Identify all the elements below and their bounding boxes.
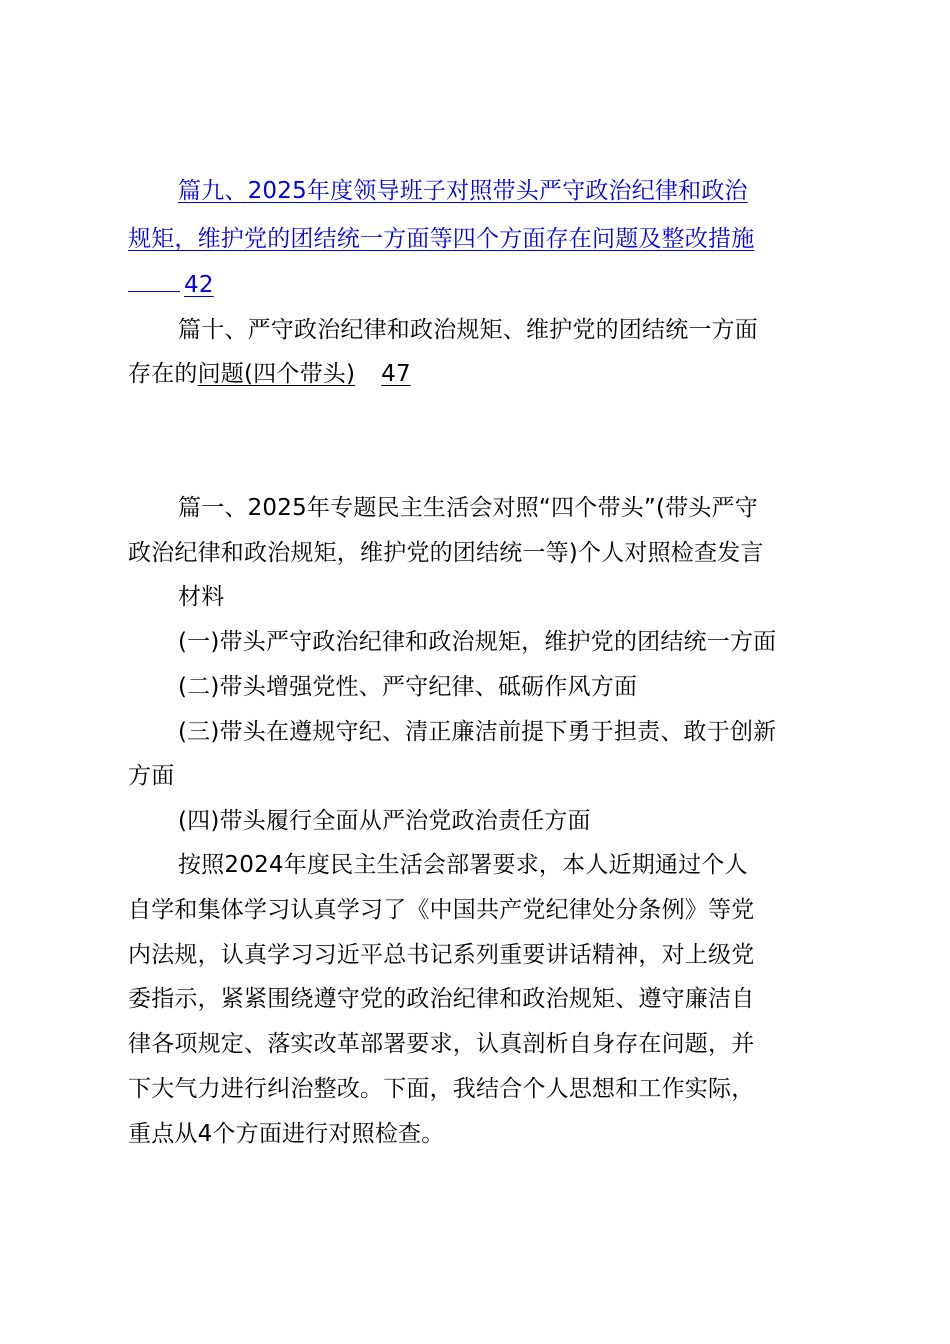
body-line-1-text: 按照2024年度民主生活会部署要求，本人近期通过个人: [178, 852, 748, 878]
toc-item-9-text2[interactable]: 规矩，维护党的团结统一方面等四个方面存在问题及整改措施: [128, 226, 755, 252]
outline-item-1-text: (一)带头严守政治纪律和政治规矩，维护党的团结统一方面: [178, 629, 777, 655]
outline-item-4: [178, 806, 591, 836]
article-title-line3: [178, 582, 224, 612]
body-line-3: [128, 940, 754, 970]
outline-item-3-text-continued: 方面: [128, 763, 175, 789]
toc-item-10-prefix[interactable]: 存在的: [128, 361, 198, 387]
body-line-5-text: 律各项规定、落实改革部署要求，认真剖析自身存在问题，并: [128, 1031, 755, 1057]
body-line-1: [178, 850, 748, 880]
body-line-5: [128, 1029, 754, 1059]
body-line-6-text: 下大气力进行纠治整改。下面，我结合个人思想和工作实际，: [128, 1076, 755, 1102]
article-title-text2: 政治纪律和政治规矩，维护党的团结统一等)个人对照检查发言: [128, 540, 764, 566]
body-line-7-text: 重点从4个方面进行对照检查。: [128, 1121, 445, 1147]
toc-item-10-line2[interactable]: [128, 359, 411, 389]
outline-item-1: [178, 627, 776, 657]
outline-item-4-text: (四)带头履行全面从严治党政治责任方面: [178, 808, 591, 834]
toc-item-10-page[interactable]: 47: [381, 361, 411, 387]
toc-item-9-line3[interactable]: [128, 269, 214, 300]
toc-item-10-underlined[interactable]: [198, 361, 411, 387]
article-title-text3: 材料: [178, 584, 225, 610]
body-line-2-text: 自学和集体学习认真学习了《中国共产党纪律处分条例》等党: [128, 897, 755, 923]
body-line-4-text: 委指示，紧紧围绕遵守党的政治纪律和政治规矩、遵守廉洁自: [128, 986, 755, 1012]
body-line-2: [128, 895, 754, 925]
article-title-line1: [178, 493, 758, 523]
body-line-6: [128, 1074, 754, 1104]
toc-item-10-line1[interactable]: [178, 315, 758, 345]
outline-item-2-text: (二)带头增强党性、严守纪律、砥砺作风方面: [178, 674, 638, 700]
outline-item-3-continued: [128, 761, 174, 791]
outline-item-3-text: (三)带头在遵规守纪、清正廉洁前提下勇于担责、敢于创新: [178, 719, 777, 745]
toc-item-9-line2[interactable]: [128, 224, 754, 254]
article-title-text1: 篇一、2025年专题民主生活会对照“四个带头”(带头严守: [178, 495, 758, 521]
body-line-3-text: 内法规，认真学习习近平总书记系列重要讲话精神，对上级党: [128, 942, 755, 968]
toc-item-9-text1[interactable]: 篇九、2025年度领导班子对照带头严守政治纪律和政治: [178, 178, 748, 204]
toc-item-10-text1[interactable]: 篇十、严守政治纪律和政治规矩、维护党的团结统一方面: [178, 317, 758, 343]
body-line-7: [128, 1119, 444, 1149]
toc-item-9-line1[interactable]: [178, 176, 748, 206]
article-title-line2: [128, 538, 764, 568]
outline-item-2: [178, 672, 637, 702]
body-line-4: [128, 984, 754, 1014]
toc-item-9-leader[interactable]: [128, 269, 180, 292]
toc-item-10-underlined-text[interactable]: 问题(四个带头): [197, 361, 356, 387]
outline-item-3: [178, 717, 776, 747]
toc-item-9-page[interactable]: 42: [184, 272, 214, 298]
